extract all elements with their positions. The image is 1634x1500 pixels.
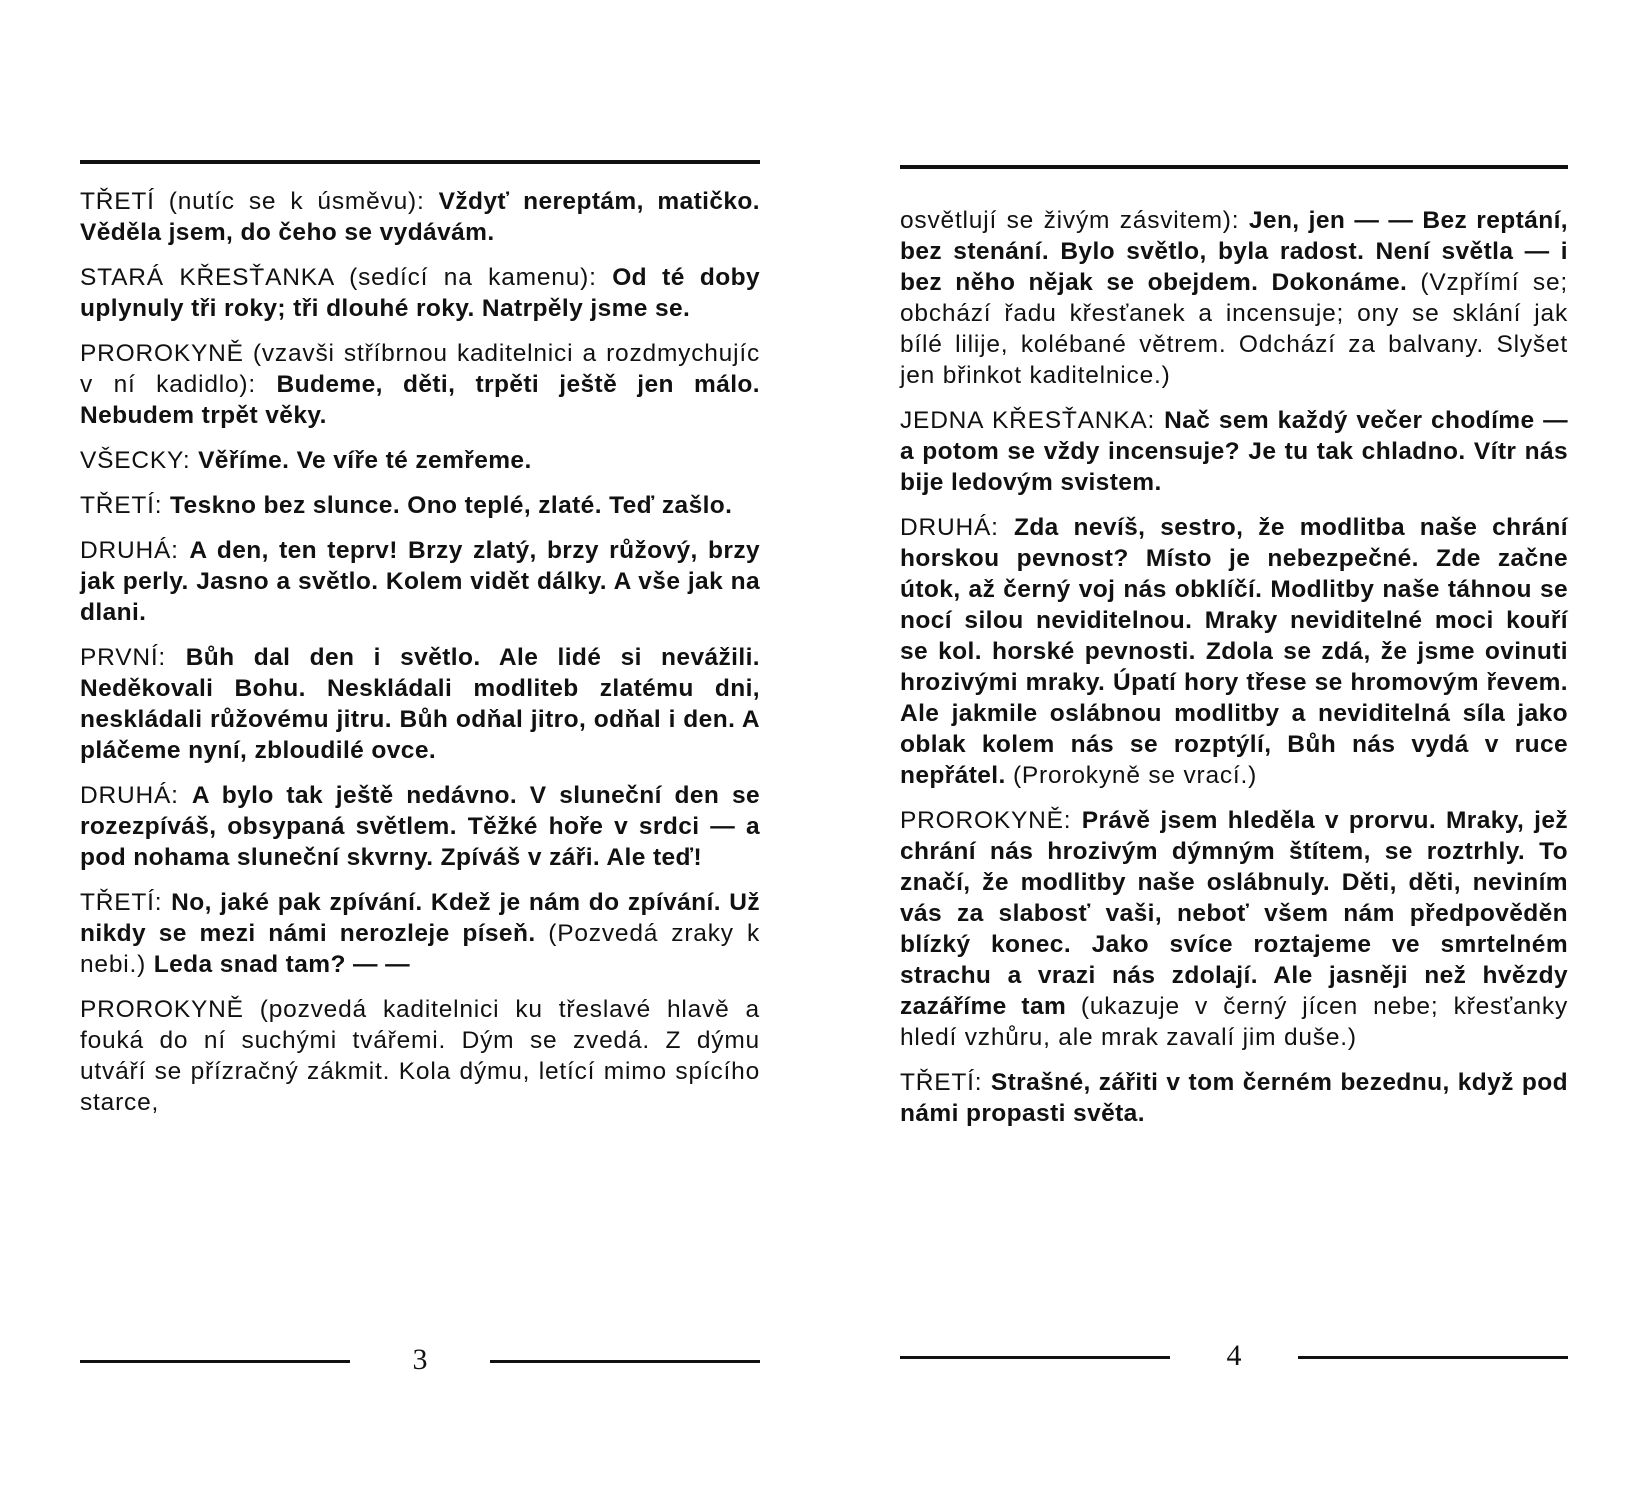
speech-text: Strašné, zářiti v tom černém bezednu, když pod námi propasti světa. [900, 1069, 1568, 1127]
top-rule [900, 165, 1568, 169]
speech-text: Právě jsem hleděla v prorvu. Mraky, jež chrání nás hrozivým dýmným štítem, se roztrhly. To značí, že modlitby naše oslábnuly. Děti, děti, neviním vás za slabosť vaši, neboť všem nám předpověděn blízký konec. Jako svíce roztajeme ve smrtelném strachu a vrazi nás zdolají. Ale jasněji než hvězdy zazáříme tam [900, 807, 1568, 1020]
speech-text: A den, ten teprv! Brzy zlatý, brzy růžový, brzy jak perly. Jasno a světlo. Kolem vidět dálky. A vše jak na dlani. [80, 537, 761, 626]
speaker-or-stage-direction: TŘETÍ: [80, 492, 170, 519]
speech-text: Leda snad tam? — — [153, 951, 411, 978]
dialogue-paragraph [80, 186, 760, 248]
page-body [80, 186, 760, 1132]
speaker-or-stage-direction: osvětlují se živým zásvitem): [900, 207, 1249, 234]
speaker-or-stage-direction: (Vzpřímí se; obchází řadu křesťanek a incensuje; ony se sklání jak bílé lilije, kolébané větrem. Odchází za balvany. Slyšet jen břinkot kaditelnice.) [900, 269, 1568, 389]
dialogue-paragraph [80, 262, 760, 324]
speech-text: Vždyť nereptám, matičko. Věděla jsem, do čeho se vydávám. [80, 188, 761, 246]
right-page [900, 0, 1568, 1500]
speaker-or-stage-direction: VŠECKY: [80, 447, 199, 474]
dialogue-paragraph [80, 994, 760, 1118]
dialogue-paragraph [80, 887, 760, 980]
dialogue-paragraph [80, 338, 760, 431]
top-rule [80, 160, 760, 164]
dialogue-paragraph [80, 642, 760, 766]
page-number: 3 [412, 1343, 428, 1376]
speaker-or-stage-direction: (Pozvedá zraky k nebi.) [80, 920, 761, 978]
footer-rule-right [1298, 1356, 1568, 1359]
dialogue-paragraph [900, 805, 1568, 1053]
speech-text: A bylo tak ještě nedávno. V sluneční den se rozezpíváš, obsypaná světlem. Těžké hoře v srdci — a pod nohama sluneční skvrny. Zpíváš v záři. Ale teď! [80, 782, 761, 871]
speaker-or-stage-direction: TŘETÍ: [80, 889, 172, 916]
speaker-or-stage-direction: JEDNA KŘESŤANKA: [900, 407, 1165, 434]
footer-rule-right [490, 1360, 760, 1363]
speaker-or-stage-direction: STARÁ KŘESŤANKA (sedící na kamenu): [80, 264, 613, 291]
speaker-or-stage-direction: PROROKYNĚ (vzavši stříbrnou kaditelnici a rozdmychujíc v ní kadidlo): [80, 340, 760, 398]
speech-text: Věříme. Ve víře té zemřeme. [198, 447, 532, 474]
dialogue-paragraph [80, 490, 760, 521]
speech-text: Bůh dal den i světlo. Ale lidé si nevážili. Neděkovali Bohu. Neskládali modliteb zlatému dni, neskládali růžovému jitru. Bůh odňal jitro, odňal i den. A pláčeme nyní, zbloudilé ovce. [80, 644, 760, 764]
speaker-or-stage-direction: PRVNÍ: [80, 644, 186, 671]
speaker-or-stage-direction: PROROKYNĚ: [900, 807, 1082, 834]
speaker-or-stage-direction: TŘETÍ: [900, 1069, 991, 1096]
dialogue-paragraph [80, 535, 760, 628]
left-page [80, 0, 760, 1500]
speech-text: Zda nevíš, sestro, že modlitba naše chrání horskou pevnost? Místo je nebezpečné. Zde začne útok, až černý voj nás obklíčí. Modlitby naše táhnou se nocí silou neviditelnou. Mraky neviditelné moci kouří se kol. horské pevnosti. Zdola se zdá, že jsme ovinuti hrozivými mraky. Úpatí hory třese se hromovým řevem. Ale jakmile oslábnou modlitby a neviditelná síla jako oblak kolem nás se rozptýlí, Bůh nás vydá v ruce nepřátel. [900, 514, 1568, 789]
speech-text: Teskno bez slunce. Ono teplé, zlaté. Teď zašlo. [170, 492, 733, 519]
speech-text: Nač sem každý večer chodíme — a potom se vždy incensuje? Je tu tak chladno. Vítr nás bije ledovým svistem. [900, 407, 1568, 496]
speech-text: Od té doby uplynuly tři roky; tři dlouhé roky. Natrpěly jsme se. [80, 264, 760, 322]
speaker-or-stage-direction: DRUHÁ: [80, 782, 192, 809]
speaker-or-stage-direction: DRUHÁ: [80, 537, 190, 564]
speech-text: No, jaké pak zpívání. Kdež je nám do zpívání. Už nikdy se mezi námi nerozleje píseň. [80, 889, 760, 947]
page-footer [900, 1338, 1568, 1378]
speaker-or-stage-direction: (Prorokyně se vrací.) [1012, 762, 1258, 789]
dialogue-paragraph [80, 780, 760, 873]
page-footer [80, 1342, 760, 1382]
dialogue-paragraph [80, 445, 760, 476]
dialogue-paragraph [900, 1067, 1568, 1129]
dialogue-paragraph [900, 512, 1568, 791]
speaker-or-stage-direction: PROROKYNĚ (pozvedá kaditelnici ku třeslavé hlavě a fouká do ní suchými tvářemi. Dým se zvedá. Z dýmu utváří se přízračný zákmit. Kola dýmu, letící mimo spícího starce, [80, 996, 760, 1116]
speech-text: Budeme, děti, trpěti ještě jen málo. Nebudem trpět věky. [80, 371, 760, 429]
dialogue-paragraph [900, 405, 1568, 498]
speech-text: Jen, jen — — Bez reptání, bez stenání. Bylo světlo, byla radost. Není světla — i bez něho nějak se obejdem. Dokonáme. [900, 207, 1568, 296]
page-number: 4 [1226, 1339, 1242, 1372]
speaker-or-stage-direction: DRUHÁ: [900, 514, 1014, 541]
speaker-or-stage-direction: TŘETÍ (nutíc se k úsměvu): [80, 188, 439, 215]
page-body [900, 205, 1568, 1143]
dialogue-paragraph [900, 205, 1568, 391]
speaker-or-stage-direction: (ukazuje v černý jícen nebe; křesťanky hledí vzhůru, ale mrak zavalí jim duše.) [900, 993, 1568, 1051]
